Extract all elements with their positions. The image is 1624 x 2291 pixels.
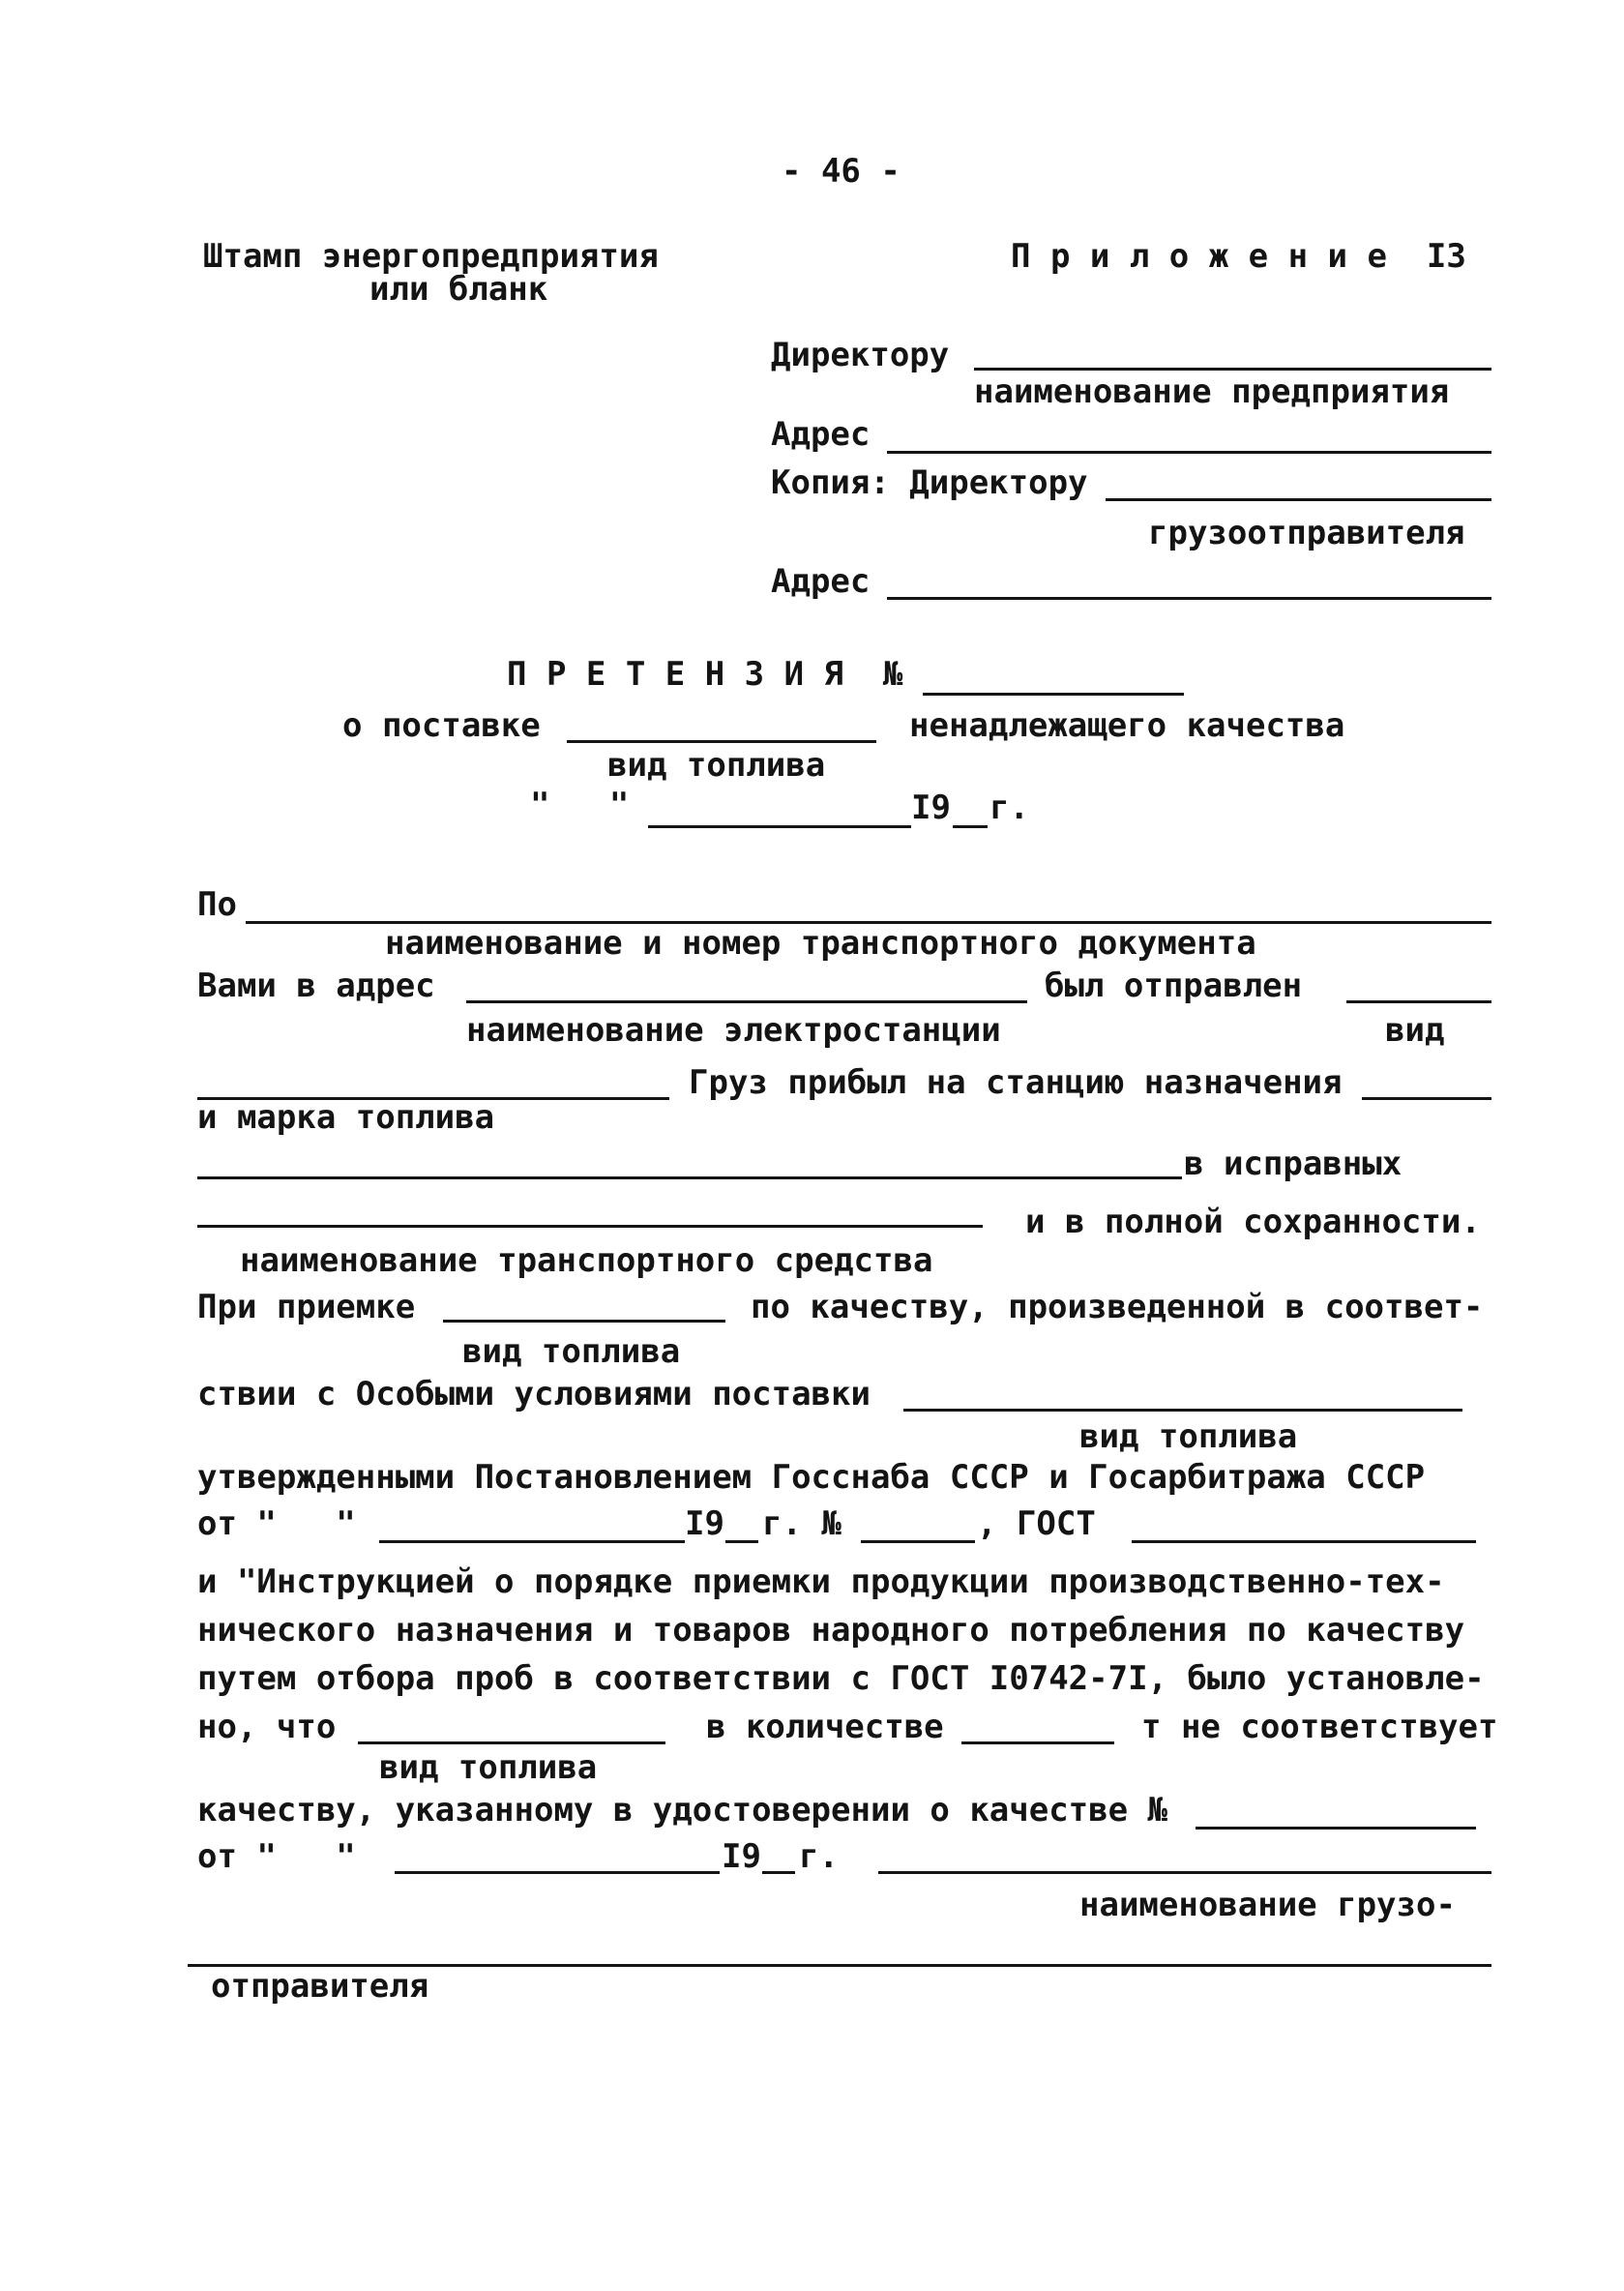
resolution-number-line[interactable] bbox=[861, 1540, 975, 1543]
in-quantity-label: в количестве bbox=[706, 1708, 944, 1746]
shipper-name-caption-2: отправителя bbox=[211, 1967, 429, 2006]
enterprise-name-line[interactable] bbox=[974, 368, 1491, 371]
condition-line-1[interactable] bbox=[197, 1176, 1182, 1179]
found-fuel-line[interactable] bbox=[358, 1741, 665, 1744]
it-was-found-label: но, что bbox=[197, 1708, 337, 1746]
address-2-label: Адрес bbox=[771, 562, 871, 601]
cargo-arrived-label: Груз прибыл на станцию назначения bbox=[689, 1063, 1343, 1102]
year-no-line[interactable] bbox=[725, 1540, 758, 1543]
copy-director-label: Копия: Директору bbox=[771, 463, 1088, 502]
fuel-caption-2: вид топлива bbox=[462, 1332, 681, 1371]
was-sent-label: был отправлен bbox=[1045, 967, 1303, 1005]
stamp-line-2: или бланк bbox=[369, 270, 548, 309]
instruction-line-2: нического назначения и товаров народного потребления по качеству bbox=[197, 1611, 1465, 1650]
in-working-label: в исправных bbox=[1184, 1145, 1403, 1183]
claim-title: П Р Е Т Е Н З И Я № bbox=[507, 655, 903, 694]
gost-line[interactable] bbox=[1132, 1540, 1476, 1543]
approved-by-label: утвержденными Постановлением Госснаба СССР и Госарбитража СССР bbox=[197, 1458, 1426, 1497]
about-delivery-label: о поставке bbox=[342, 706, 541, 745]
gost-label: , ГОСТ bbox=[977, 1504, 1096, 1543]
year-2-line[interactable] bbox=[762, 1871, 795, 1874]
shipper-name-line-1[interactable] bbox=[878, 1871, 1491, 1874]
title-date-quotes: " " bbox=[530, 786, 630, 824]
shipper-caption: грузоотправителя bbox=[1148, 514, 1465, 552]
year-2: I9 bbox=[722, 1837, 761, 1876]
from-date-line[interactable] bbox=[379, 1540, 685, 1543]
from-label: от " " bbox=[197, 1504, 356, 1543]
sent-to-label: Вами в адрес bbox=[197, 967, 435, 1005]
title-year-suffix: г. bbox=[989, 788, 1029, 827]
from-label-2: от " " bbox=[197, 1837, 356, 1876]
fuel-type-caption: вид топлива bbox=[607, 746, 826, 785]
stamp-line-1: Штамп энергопредприятия bbox=[203, 237, 659, 276]
transport-doc-caption: наименование и номер транспортного документа bbox=[385, 924, 1256, 963]
vehicle-line[interactable] bbox=[197, 1225, 983, 1228]
fuel-type-line[interactable] bbox=[567, 740, 876, 743]
improper-quality-label: ненадлежащего качества bbox=[909, 706, 1345, 745]
title-year-line[interactable] bbox=[953, 825, 988, 828]
from-date-line-2[interactable] bbox=[395, 1871, 720, 1874]
page-number: - 46 - bbox=[782, 152, 901, 191]
address-line[interactable] bbox=[887, 451, 1491, 454]
special-conditions-label: ствии с Особыми условиями поставки bbox=[197, 1375, 871, 1413]
appendix-label: П р и л о ж е н и е I3 bbox=[1011, 237, 1466, 276]
kind-caption: вид bbox=[1385, 1011, 1445, 1050]
title-year: I9 bbox=[911, 788, 951, 827]
quality-cert-label: качеству, указанному в удостоверении о качестве № bbox=[197, 1791, 1168, 1830]
claim-number-line[interactable] bbox=[923, 693, 1184, 696]
special-conditions-line[interactable] bbox=[903, 1409, 1462, 1412]
instruction-line-1: и "Инструкцией о порядке приемки продукции производственно-тех- bbox=[197, 1562, 1445, 1601]
by-label: По bbox=[197, 885, 237, 924]
destination-station-line[interactable] bbox=[1362, 1097, 1491, 1100]
does-not-match-label: т не соответствует bbox=[1141, 1708, 1498, 1746]
director-label: Директору bbox=[771, 336, 950, 374]
fuel-caption-3: вид топлива bbox=[1079, 1417, 1298, 1456]
year-2-suffix: г. bbox=[799, 1837, 839, 1876]
address-2-line[interactable] bbox=[887, 597, 1491, 600]
acceptance-label: При приемке bbox=[197, 1288, 416, 1326]
quantity-line[interactable] bbox=[961, 1741, 1114, 1744]
enterprise-name-caption: наименование предприятия bbox=[974, 372, 1450, 411]
copy-director-line[interactable] bbox=[1106, 498, 1491, 501]
quality-cert-line[interactable] bbox=[1196, 1827, 1476, 1830]
quality-per-label: по качеству, произведенной в соответ- bbox=[751, 1288, 1484, 1326]
power-station-caption: наименование электростанции bbox=[466, 1011, 1001, 1050]
vehicle-caption: наименование транспортного средства bbox=[240, 1241, 933, 1280]
address-label: Адрес bbox=[771, 415, 871, 454]
title-date-line[interactable] bbox=[648, 825, 911, 828]
instruction-line-3: путем отбора проб в соответствии с ГОСТ I0742-7I, было установле- bbox=[197, 1659, 1485, 1698]
acceptance-fuel-line[interactable] bbox=[443, 1320, 725, 1323]
full-safety-label: и в полной сохранности. bbox=[1025, 1203, 1481, 1241]
shipper-name-caption-1: наименование грузо- bbox=[1079, 1886, 1456, 1924]
year-no: I9 bbox=[685, 1504, 724, 1543]
kind-line[interactable] bbox=[1346, 1000, 1491, 1003]
fuel-caption-4: вид топлива bbox=[379, 1748, 598, 1787]
fuel-grade-caption: и марка топлива bbox=[197, 1098, 495, 1137]
year-no-suffix: г. № bbox=[762, 1504, 842, 1543]
power-station-line[interactable] bbox=[466, 1000, 1027, 1003]
